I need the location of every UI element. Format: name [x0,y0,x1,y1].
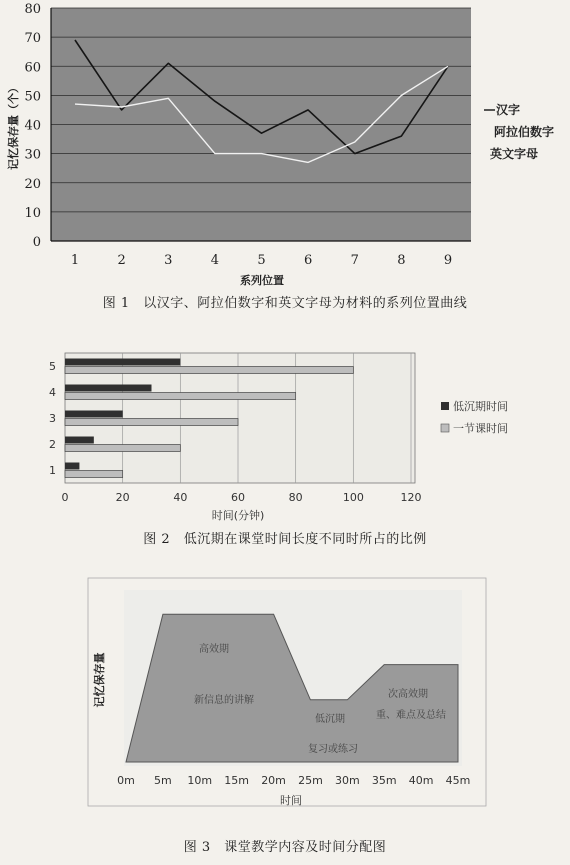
fig1-y-tick-label: 0 [32,235,41,250]
fig1-caption: 图 1 以汉字、阿拉伯数字和英文字母为材料的系列位置曲线 [102,296,468,311]
fig3-x-tick-label: 0m [117,774,135,787]
figure-3 [88,578,486,807]
fig2-x-tick-label: 100 [342,491,364,504]
fig2-x-tick-label: 0 [61,491,69,504]
fig1-legend-label-3: 英文字母 [490,147,539,161]
fig3-annotation-new-info: 新信息的讲解 [194,695,254,706]
fig2-x-tick-label: 20 [115,491,130,504]
fig2-bar-class-time [65,471,123,478]
fig2-bar-class-time [65,419,238,426]
fig1-x-tick-label: 3 [164,253,173,268]
fig1-x-tick-label: 2 [117,253,126,268]
fig3-annotation-high: 高效期 [199,644,229,655]
fig3-x-tick-labels [117,774,470,787]
fig2-x-tick-label: 120 [400,491,422,504]
fig1-y-tick-label: 40 [24,118,41,134]
fig1-x-tick-label: 4 [210,253,220,268]
fig2-caption: 图 2 低沉期在课堂时间长度不同时所占的比例 [143,532,427,547]
fig1-x-tick-label: 9 [443,253,453,268]
fig2-category-label: 1 [49,464,56,477]
fig1-y-tick-label: 10 [24,205,41,221]
fig1-y-tick-labels [24,2,41,250]
fig2-category-label: 4 [49,386,56,399]
fig3-x-tick-label: 15m [224,774,250,787]
fig1-x-tick-label: 1 [70,253,80,268]
fig2-category-label: 5 [49,360,56,373]
figure-1 [6,2,554,287]
fig1-legend [484,102,554,161]
fig1-legend-label-2: 阿拉伯数字 [494,125,555,139]
fig2-category-labels [49,360,56,477]
figure-2 [49,353,508,522]
fig3-x-tick-label: 5m [154,774,172,787]
fig3-y-axis-label: 记忆保存量 [93,652,106,708]
fig2-legend [441,399,508,435]
fig3-x-tick-label: 10m [187,774,213,787]
fig2-bar-low-period [65,437,94,444]
fig3-annotation-review: 复习或练习 [308,744,358,755]
fig3-x-tick-label: 45m [445,774,471,787]
fig2-category-label: 2 [49,438,56,451]
fig2-x-tick-label: 40 [173,491,188,504]
fig2-legend-swatch-1 [441,402,449,410]
fig2-bar-low-period [65,385,152,392]
fig2-bar-low-period [65,463,79,470]
fig3-x-tick-label: 35m [371,774,397,787]
fig1-y-tick-label: 80 [24,2,41,17]
fig3-x-tick-label: 20m [261,774,286,787]
fig2-x-axis-label: 时间(分钟) [211,509,265,522]
fig2-legend-swatch-2 [441,424,449,432]
fig3-x-tick-label: 30m [334,774,360,787]
fig1-y-tick-label: 50 [24,89,41,105]
fig3-annotation-summary: 重、难点及总结 [376,710,446,721]
fig2-bar-class-time [65,367,353,374]
fig3-annotation-low: 低沉期 [315,714,345,725]
fig1-x-tick-label: 8 [397,253,406,268]
fig2-legend-label-2: 一节课时间 [453,422,508,435]
fig3-annotation-second-high: 次高效期 [388,689,428,700]
fig1-legend-label-1: 汉字 [496,103,521,117]
fig1-y-tick-label: 60 [24,60,41,76]
fig1-y-tick-label: 70 [24,31,41,47]
fig3-x-axis-label: 时间 [280,794,302,807]
fig1-x-tick-label: 7 [350,253,359,268]
fig1-x-tick-label: 6 [303,253,313,268]
fig2-bar-low-period [65,359,180,366]
fig3-x-tick-label: 40m [408,774,434,787]
fig2-x-tick-label: 80 [288,491,303,504]
fig1-y-axis-label: 记忆保存量（个） [7,82,20,170]
fig3-caption: 图 3 课堂教学内容及时间分配图 [183,840,387,855]
fig1-x-axis-label: 系列位置 [240,274,284,287]
fig2-x-tick-labels [62,491,422,504]
fig1-x-tick-labels [71,253,452,268]
fig2-legend-label-1: 低沉期时间 [453,400,508,413]
fig2-category-label: 3 [49,412,56,425]
fig1-x-tick-label: 5 [257,253,266,268]
fig1-y-tick-label: 20 [24,176,41,192]
fig3-x-tick-label: 25m [298,774,323,787]
fig2-bar-class-time [65,445,180,452]
fig1-y-tick-label: 30 [24,147,41,163]
fig2-bar-low-period [65,411,123,418]
fig2-x-tick-label: 60 [231,491,245,504]
fig2-bar-class-time [65,393,296,400]
